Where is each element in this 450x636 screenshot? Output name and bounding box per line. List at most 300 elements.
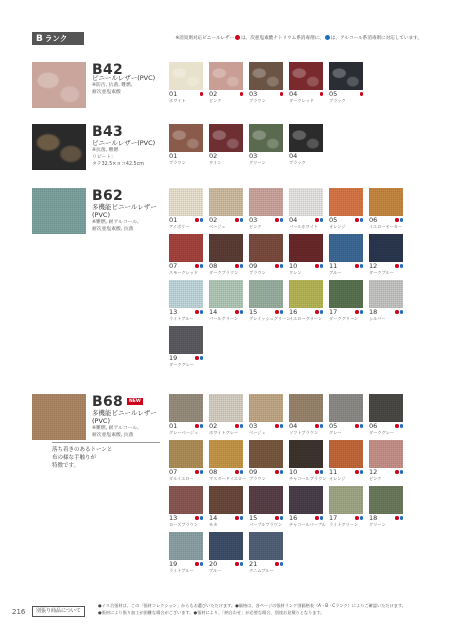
swatch-tile xyxy=(249,62,283,90)
swatch-color-label: ダークレッド xyxy=(289,98,315,103)
blue-dot-icon xyxy=(280,310,284,314)
swatch-disinfectant-dots xyxy=(354,470,363,474)
swatch-disinfectant-dots xyxy=(354,310,363,314)
swatch-disinfectant-dots xyxy=(354,264,363,268)
red-dot-icon xyxy=(235,470,239,474)
swatch-color-label: アイボリー xyxy=(169,224,190,229)
b68-desc-3: 特徴です。 xyxy=(52,463,80,469)
b42-swatch-04[interactable] xyxy=(289,62,323,103)
swatch-tile xyxy=(209,280,243,308)
blue-dot-icon xyxy=(400,470,404,474)
swatch-color-label: チャコールブラウン xyxy=(289,476,327,481)
rank-label: ランク xyxy=(44,34,68,43)
swatch-disinfectant-dots xyxy=(274,310,283,314)
b62-swatch-03[interactable] xyxy=(249,188,283,229)
swatch-number: 16 xyxy=(289,308,298,316)
swatch-tile xyxy=(169,394,203,422)
swatch-tile xyxy=(329,62,363,90)
b43-product-name: ビニールレザー(PVC) xyxy=(92,139,156,147)
blue-dot-icon xyxy=(360,470,364,474)
swatch-disinfectant-dots xyxy=(314,264,323,268)
b68-desc-1: 落ち着きのあるトーンと xyxy=(52,447,113,453)
b68-swatch-05[interactable] xyxy=(329,394,363,435)
b62-swatch-17[interactable] xyxy=(329,280,363,321)
page-header xyxy=(32,32,422,46)
swatch-color-label: イエローオーカー xyxy=(369,224,403,229)
b62-swatch-08[interactable] xyxy=(209,234,243,275)
b62-swatch-15[interactable] xyxy=(249,280,291,321)
swatch-color-label: ピンク xyxy=(209,98,222,103)
blue-dot-icon xyxy=(325,35,330,40)
b62-swatch-10[interactable] xyxy=(289,234,323,275)
swatch-number: 07 xyxy=(169,468,178,476)
swatch-disinfectant-dots xyxy=(394,470,403,474)
swatch-number: 11 xyxy=(329,262,338,270)
b62-product-name-1: 多機能ビニールレザー xyxy=(92,203,157,211)
b62-swatch-02[interactable] xyxy=(209,188,243,229)
b42-feature-2: 耐次亜塩素酸 xyxy=(92,90,121,95)
red-dot-icon xyxy=(395,516,399,520)
blue-dot-icon xyxy=(240,470,244,474)
swatch-tile xyxy=(169,188,203,216)
swatch-color-label: ワレン xyxy=(289,270,302,275)
swatch-disinfectant-dots xyxy=(354,424,363,428)
swatch-disinfectant-dots xyxy=(234,470,243,474)
red-dot-icon xyxy=(315,264,319,268)
red-dot-icon xyxy=(235,264,239,268)
swatch-color-label: グレー xyxy=(329,430,342,435)
b43-code: B43 xyxy=(92,124,124,140)
separate-upholstery-button[interactable]: 別張り商品について xyxy=(32,606,85,617)
b68-swatch-02[interactable] xyxy=(209,394,243,435)
blue-dot-icon xyxy=(400,264,404,268)
swatch-number: 20 xyxy=(209,560,218,568)
b68-swatch-06[interactable] xyxy=(369,394,403,435)
red-dot-icon xyxy=(275,470,279,474)
red-dot-icon xyxy=(395,424,399,428)
red-dot-icon xyxy=(355,516,359,520)
red-dot-icon xyxy=(355,424,359,428)
swatch-color-label: ワイン xyxy=(209,160,222,165)
b62-swatch-19[interactable] xyxy=(169,326,203,367)
swatch-color-label: ダークグレー xyxy=(169,362,195,367)
swatch-disinfectant-dots xyxy=(354,516,363,520)
b62-swatch-04[interactable] xyxy=(289,188,323,229)
blue-dot-icon xyxy=(320,470,324,474)
swatch-number: 05 xyxy=(329,422,338,430)
b68-swatch-08[interactable] xyxy=(209,440,247,481)
blue-dot-icon xyxy=(360,218,364,222)
disinfectant-legend xyxy=(175,35,422,41)
swatch-tile xyxy=(249,188,283,216)
red-dot-icon xyxy=(275,218,279,222)
swatch-disinfectant-dots xyxy=(274,470,283,474)
swatch-number: 12 xyxy=(369,262,378,270)
b62-swatch-13[interactable] xyxy=(169,280,203,321)
red-dot-icon xyxy=(355,470,359,474)
b62-swatch-18[interactable] xyxy=(369,280,403,321)
blue-dot-icon xyxy=(240,562,244,566)
b62-feature-1: ※難燃, 耐アルコール, xyxy=(92,220,139,225)
swatch-color-label: オレンジ xyxy=(329,224,346,229)
b68-swatch-15[interactable] xyxy=(249,486,283,527)
swatch-number: 04 xyxy=(289,216,298,224)
b68-product-name-2: (PVC) xyxy=(92,417,110,425)
red-dot-icon xyxy=(235,310,239,314)
b62-swatch-07[interactable] xyxy=(169,234,203,275)
b68-swatch-10[interactable] xyxy=(289,440,327,481)
swatch-number: 13 xyxy=(169,308,178,316)
swatch-disinfectant-dots xyxy=(194,310,203,314)
swatch-color-label: パールグリーン xyxy=(209,316,239,321)
swatch-tile xyxy=(169,234,203,262)
b68-swatch-16[interactable] xyxy=(289,486,326,527)
swatch-number: 15 xyxy=(249,308,258,316)
swatch-disinfectant-dots xyxy=(194,218,203,222)
swatch-disinfectant-dots xyxy=(274,424,283,428)
swatch-tile xyxy=(289,394,323,422)
swatch-color-label: ブラウン xyxy=(249,270,266,275)
b62-code: B62 xyxy=(92,188,124,204)
red-dot-icon xyxy=(195,310,199,314)
swatch-tile xyxy=(169,62,203,90)
red-dot-icon xyxy=(315,424,319,428)
swatch-disinfectant-dots xyxy=(234,264,243,268)
legend-prefix: ※消臭剤対応ビニールレザー xyxy=(175,36,235,41)
swatch-number: 02 xyxy=(209,216,218,224)
swatch-color-label: ベージュ xyxy=(209,224,226,229)
swatch-number: 13 xyxy=(169,514,178,522)
swatch-color-label: ピンク xyxy=(249,224,262,229)
red-dot-icon xyxy=(320,92,324,96)
b43-feature-3: タテ32.5×ヨコ42.5cm xyxy=(92,162,144,167)
swatch-number: 14 xyxy=(209,308,218,316)
swatch-disinfectant-dots xyxy=(274,516,283,520)
b68-swatch-07[interactable] xyxy=(169,440,203,481)
swatch-number: 02 xyxy=(209,422,218,430)
b62-swatch-16[interactable] xyxy=(289,280,323,321)
swatch-number: 04 xyxy=(289,152,298,160)
blue-dot-icon xyxy=(320,424,324,428)
swatch-tile xyxy=(169,440,203,468)
b62-swatch-12[interactable] xyxy=(369,234,403,275)
red-dot-icon xyxy=(315,218,319,222)
b68-swatch-01[interactable] xyxy=(169,394,203,435)
blue-dot-icon xyxy=(400,218,404,222)
swatch-tile xyxy=(369,188,403,216)
blue-dot-icon xyxy=(240,516,244,520)
swatch-color-label: ブラウン xyxy=(169,160,186,165)
swatch-tile xyxy=(249,234,283,262)
swatch-disinfectant-dots xyxy=(314,310,323,314)
section-b68 xyxy=(32,394,422,584)
b42-product-name: ビニールレザー(PVC) xyxy=(92,74,156,82)
b62-swatch-05[interactable] xyxy=(329,188,363,229)
swatch-disinfectant-dots xyxy=(274,218,283,222)
b68-divider xyxy=(52,442,160,443)
b62-swatch-09[interactable] xyxy=(249,234,283,275)
b68-swatch-14[interactable] xyxy=(209,486,243,527)
swatch-tile xyxy=(289,234,323,262)
swatch-tile xyxy=(209,124,243,152)
swatch-tile xyxy=(329,280,363,308)
swatch-number: 18 xyxy=(369,514,378,522)
swatch-disinfectant-dots xyxy=(394,310,403,314)
red-dot-icon xyxy=(235,562,239,566)
page-footer xyxy=(12,600,438,626)
swatch-disinfectant-dots xyxy=(194,470,203,474)
blue-dot-icon xyxy=(200,470,204,474)
swatch-tile xyxy=(169,486,203,514)
blue-dot-icon xyxy=(400,424,404,428)
swatch-disinfectant-dots xyxy=(234,424,243,428)
red-dot-icon xyxy=(395,470,399,474)
swatch-disinfectant-dots xyxy=(234,516,243,520)
b62-swatch-14[interactable] xyxy=(209,280,243,321)
b68-swatch-03[interactable] xyxy=(249,394,283,435)
red-dot-icon xyxy=(235,424,239,428)
blue-dot-icon xyxy=(200,424,204,428)
red-dot-icon xyxy=(395,218,399,222)
b62-feature-2: 耐次亜塩素酸, 抗菌 xyxy=(92,227,134,232)
swatch-number: 05 xyxy=(329,90,338,98)
swatch-disinfectant-dots xyxy=(274,264,283,268)
b68-swatch-04[interactable] xyxy=(289,394,323,435)
swatch-number: 02 xyxy=(209,90,218,98)
b68-swatch-13[interactable] xyxy=(169,486,203,527)
swatch-disinfectant-dots xyxy=(234,310,243,314)
red-dot-icon xyxy=(200,92,204,96)
blue-dot-icon xyxy=(200,562,204,566)
swatch-color-label: グリーン xyxy=(369,522,386,527)
swatch-color-label: マスタードイエロー xyxy=(209,476,247,481)
swatch-tile xyxy=(249,124,283,152)
swatch-number: 09 xyxy=(249,262,258,270)
b42-swatch-02[interactable] xyxy=(209,62,243,103)
swatch-color-label: ブラック xyxy=(289,160,306,165)
rank-letter: B xyxy=(36,34,43,44)
swatch-tile xyxy=(369,280,403,308)
legend-middle: は、次亜塩素酸ナトリウム系消毒剤に、 xyxy=(241,36,324,41)
red-dot-icon xyxy=(355,310,359,314)
blue-dot-icon xyxy=(200,516,204,520)
blue-dot-icon xyxy=(360,310,364,314)
blue-dot-icon xyxy=(280,562,284,566)
swatch-tile xyxy=(249,486,283,514)
blue-dot-icon xyxy=(400,310,404,314)
swatch-number: 09 xyxy=(249,468,258,476)
b68-swatch-12[interactable] xyxy=(369,440,403,481)
swatch-disinfectant-dots xyxy=(194,264,203,268)
blue-dot-icon xyxy=(360,264,364,268)
red-dot-icon xyxy=(235,35,240,40)
swatch-color-label: ダルイエロー xyxy=(169,476,194,481)
swatch-color-label: ピンク xyxy=(369,476,382,481)
swatch-disinfectant-dots xyxy=(239,92,244,96)
swatch-disinfectant-dots xyxy=(194,516,203,520)
swatch-color-label: シルバー xyxy=(369,316,386,321)
blue-dot-icon xyxy=(320,218,324,222)
swatch-tile xyxy=(329,188,363,216)
swatch-number: 16 xyxy=(289,514,298,522)
swatch-tile xyxy=(209,234,243,262)
swatch-number: 01 xyxy=(169,152,178,160)
b42-swatch-01[interactable] xyxy=(169,62,203,103)
blue-dot-icon xyxy=(280,516,284,520)
blue-dot-icon xyxy=(240,218,244,222)
swatch-color-label: ブラウン xyxy=(249,476,266,481)
swatch-color-label: ダークブラウン xyxy=(209,270,239,275)
swatch-color-label: ブラウン xyxy=(249,98,266,103)
swatch-number: 17 xyxy=(329,308,338,316)
b62-swatch-01[interactable] xyxy=(169,188,203,229)
b68-desc-2: 布の様な手触りが xyxy=(52,455,97,461)
swatch-disinfectant-dots xyxy=(314,470,323,474)
blue-dot-icon xyxy=(200,264,204,268)
swatch-color-label: ベージュ xyxy=(249,430,266,435)
blue-dot-icon xyxy=(240,310,244,314)
blue-dot-icon xyxy=(360,424,364,428)
b43-feature-1: ※抗菌, 難燃 xyxy=(92,148,119,153)
swatch-number: 21 xyxy=(249,560,258,568)
swatch-color-label: ダークグレー xyxy=(369,430,395,435)
b62-swatch-11[interactable] xyxy=(329,234,363,275)
b42-swatch-03[interactable] xyxy=(249,62,283,103)
red-dot-icon xyxy=(275,562,279,566)
swatch-color-label: ホワイト xyxy=(169,98,186,103)
swatch-tile xyxy=(289,188,323,216)
swatch-disinfectant-dots xyxy=(394,424,403,428)
section-b43 xyxy=(32,124,422,174)
blue-dot-icon xyxy=(280,218,284,222)
blue-dot-icon xyxy=(280,424,284,428)
b43-swatch-04[interactable] xyxy=(289,124,323,165)
b62-swatch-06[interactable] xyxy=(369,188,403,229)
swatch-color-label: ローズブラウン xyxy=(169,522,199,527)
footer-notes xyxy=(98,603,406,616)
swatch-color-label: グレーベージュ xyxy=(169,430,199,435)
swatch-number: 17 xyxy=(329,514,338,522)
swatch-tile xyxy=(249,532,283,560)
b42-feature-1: ※防汚, 抗菌, 難燃, xyxy=(92,83,133,88)
blue-dot-icon xyxy=(320,516,324,520)
swatch-number: 01 xyxy=(169,216,178,224)
b43-swatch-03[interactable] xyxy=(249,124,283,165)
swatch-color-label: チャコールパープル xyxy=(289,522,326,527)
swatch-tile xyxy=(289,124,323,152)
b42-swatch-05[interactable] xyxy=(329,62,363,103)
blue-dot-icon xyxy=(280,264,284,268)
swatch-tile xyxy=(289,280,323,308)
swatch-tile xyxy=(289,440,323,468)
blue-dot-icon xyxy=(240,264,244,268)
red-dot-icon xyxy=(395,310,399,314)
swatch-number: 10 xyxy=(289,468,298,476)
red-dot-icon xyxy=(355,264,359,268)
swatch-number: 19 xyxy=(169,354,178,362)
red-dot-icon xyxy=(195,218,199,222)
red-dot-icon xyxy=(275,310,279,314)
swatch-disinfectant-dots xyxy=(354,218,363,222)
swatch-tile xyxy=(369,394,403,422)
b68-swatch-09[interactable] xyxy=(249,440,283,481)
swatch-tile xyxy=(289,62,323,90)
blue-dot-icon xyxy=(400,516,404,520)
b43-swatch-01[interactable] xyxy=(169,124,203,165)
swatch-number: 19 xyxy=(169,560,178,568)
red-dot-icon xyxy=(275,264,279,268)
b62-product-name-2: (PVC) xyxy=(92,211,110,219)
red-dot-icon xyxy=(315,310,319,314)
red-dot-icon xyxy=(315,470,319,474)
swatch-tile xyxy=(329,234,363,262)
red-dot-icon xyxy=(395,264,399,268)
blue-dot-icon xyxy=(240,424,244,428)
swatch-tile xyxy=(289,486,323,514)
swatch-number: 11 xyxy=(329,468,338,476)
swatch-disinfectant-dots xyxy=(199,92,204,96)
swatch-number: 08 xyxy=(209,468,218,476)
swatch-color-label: ライトグリーン xyxy=(329,522,359,527)
swatch-disinfectant-dots xyxy=(279,92,284,96)
b68-feature-1: ※難燃, 耐アルコール, xyxy=(92,426,139,431)
section-b62 xyxy=(32,188,422,378)
b43-large-swatch xyxy=(32,124,86,170)
swatch-tile xyxy=(209,394,243,422)
swatch-tile xyxy=(169,280,203,308)
swatch-number: 03 xyxy=(249,216,258,224)
footer-note-1: ●イス合張材は、この「張材コレクション」からもお選びいただけます。●価格は、各ページの張材ランク別価格表（A・B・Cランク）によりご確認いただけます。 xyxy=(98,603,406,608)
swatch-disinfectant-dots xyxy=(274,562,283,566)
swatch-number: 07 xyxy=(169,262,178,270)
b68-swatch-11[interactable] xyxy=(329,440,363,481)
swatch-color-label: パープルブラウン xyxy=(249,522,283,527)
b68-swatch-20[interactable] xyxy=(209,532,243,573)
swatch-color-label: ブルー xyxy=(329,270,342,275)
swatch-tile xyxy=(169,124,203,152)
section-b42 xyxy=(32,62,422,112)
blue-dot-icon xyxy=(320,264,324,268)
swatch-tile xyxy=(209,62,243,90)
swatch-number: 04 xyxy=(289,422,298,430)
b68-swatch-18[interactable] xyxy=(369,486,403,527)
b68-swatch-17[interactable] xyxy=(329,486,363,527)
b68-swatch-19[interactable] xyxy=(169,532,203,573)
blue-dot-icon xyxy=(200,356,204,360)
swatch-number: 06 xyxy=(369,216,378,224)
swatch-number: 15 xyxy=(249,514,258,522)
swatch-number: 01 xyxy=(169,90,178,98)
red-dot-icon xyxy=(195,424,199,428)
swatch-color-label: イエローグリーン xyxy=(289,316,323,321)
swatch-color-label: オレンジ xyxy=(329,476,346,481)
red-dot-icon xyxy=(195,264,199,268)
swatch-tile xyxy=(209,486,243,514)
swatch-number: 06 xyxy=(369,422,378,430)
swatch-tile xyxy=(329,486,363,514)
swatch-color-label: ライトブルー xyxy=(169,568,194,573)
b68-swatch-21[interactable] xyxy=(249,532,283,573)
b68-code: B68 xyxy=(92,394,124,410)
swatch-color-label: ダークブルー xyxy=(369,270,394,275)
red-dot-icon xyxy=(315,516,319,520)
swatch-tile xyxy=(369,486,403,514)
swatch-color-label: スモークレッド xyxy=(169,270,199,275)
swatch-number: 10 xyxy=(289,262,298,270)
b43-swatch-02[interactable] xyxy=(209,124,243,165)
swatch-tile xyxy=(369,440,403,468)
swatch-number: 18 xyxy=(369,308,378,316)
